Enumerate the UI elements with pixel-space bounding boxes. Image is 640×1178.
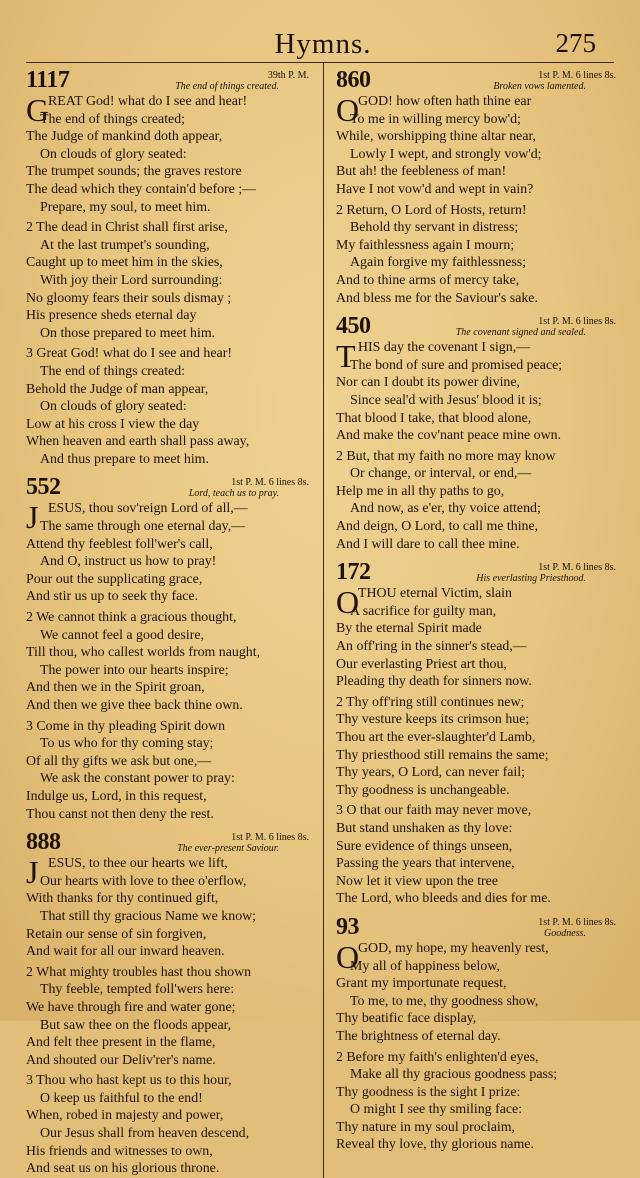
- verse-line: [26, 1017, 313, 1035]
- verse-line: [336, 357, 620, 375]
- verse-text: Thy years, O Lord, can never fail;: [336, 765, 525, 781]
- verse-text: Thy vesture keeps its crimson hue;: [336, 712, 530, 728]
- hymn-header: [26, 829, 313, 855]
- verse-text: And stir us up to seek thy face.: [26, 589, 199, 605]
- verse-text: Our everlasting Priest art thou,: [336, 656, 507, 672]
- hymn: [336, 67, 620, 307]
- verse-text: And wait for all our inward heaven.: [26, 944, 225, 960]
- verse-line: [26, 111, 313, 129]
- verse-line: [336, 237, 620, 255]
- verse-line: [26, 363, 313, 381]
- verse-text: But saw thee on the floods appear,: [40, 1017, 232, 1033]
- verse-text: The same through one eternal day,—: [40, 519, 246, 535]
- verse-text: Nor can I doubt its power divine,: [336, 375, 521, 391]
- verse-line: [26, 1107, 313, 1125]
- verse-text: Our Jesus shall from heaven descend,: [40, 1126, 250, 1142]
- verse-line: [26, 451, 313, 469]
- verse-line: [336, 448, 620, 466]
- hymn-number: 860: [336, 67, 371, 93]
- verse-text: And now, as e'er, thy voice attend;: [350, 501, 541, 517]
- drop-cap: G: [26, 92, 50, 128]
- verse-text: But ah! the feebleness of man!: [336, 164, 507, 180]
- drop-cap: O: [336, 584, 360, 621]
- verse-line: [336, 1066, 620, 1084]
- verse-text: When heaven and earth shall pass away,: [26, 434, 250, 450]
- verse-text: 2 What mighty troubles hast thou shown: [26, 964, 252, 980]
- hymn-header: [26, 474, 313, 500]
- verse-text: And thus prepare to meet him.: [40, 451, 209, 467]
- verse-text: O might I see thy smiling face:: [350, 1102, 523, 1118]
- verse-text: To us who for thy coming stay;: [40, 736, 214, 752]
- right-column: [323, 63, 620, 1178]
- page-number: 275: [555, 28, 596, 58]
- verse-line: [336, 111, 620, 129]
- verse-line: [26, 325, 313, 343]
- verse-text: ESUS, thou sov'reign Lord of all,—: [48, 501, 248, 517]
- verse-text: And felt thee present in the flame,: [26, 1035, 216, 1051]
- verse-text: 3 Come in thy pleading Spirit down: [26, 718, 226, 734]
- verse-text: Again forgive my faithlessness;: [350, 255, 527, 271]
- verse-text: My faithlessness again I mourn;: [336, 237, 515, 253]
- hymn: [336, 313, 620, 553]
- verse-line: [336, 1010, 620, 1028]
- verse-text: 2 The dead in Christ shall first arise,: [26, 220, 228, 236]
- hymn-subtitle: His everlasting Priesthood.: [476, 573, 586, 585]
- verse-text: REAT God! what do I see and hear!: [48, 94, 248, 109]
- verse-text: ESUS, to thee our hearts we lift,: [48, 856, 228, 872]
- verse-line: [336, 620, 620, 638]
- verse-text: And make the cov'nant peace mine own.: [336, 428, 562, 444]
- verse-line: [26, 662, 313, 680]
- verse-text: HIS day the covenant I sign,—: [358, 340, 531, 356]
- verse-text: With thanks for thy continued gift,: [26, 891, 219, 907]
- page-header: [26, 22, 620, 62]
- verse-line: [336, 254, 620, 272]
- verse-text: A sacrifice for guilty man,: [350, 603, 497, 619]
- verse-text: With joy their Lord surrounding:: [40, 272, 223, 288]
- hymn-number: 1117: [26, 67, 70, 93]
- verse-text: The end of things created:: [40, 363, 186, 379]
- verse-text: Grant my importunate request,: [336, 976, 507, 992]
- verse-text: On those prepared to meet him.: [40, 325, 216, 341]
- verse-line: [26, 290, 313, 308]
- verse-line: [26, 609, 313, 627]
- verse-line: [336, 392, 620, 410]
- verse-text: By the eternal Spirit made: [336, 621, 482, 637]
- verse-line: [336, 603, 620, 621]
- hymn-subtitle: Goodness.: [544, 927, 586, 939]
- verse-text: Make all thy gracious goodness pass;: [350, 1067, 558, 1083]
- verse-text: We cannot feel a good desire,: [40, 627, 204, 643]
- hymn-number: 172: [336, 559, 371, 586]
- verse-text: Retain our sense of sin forgiven,: [26, 926, 207, 942]
- verse-text: Prepare, my soul, to meet him.: [40, 199, 211, 215]
- verse-text: And to thine arms of mercy take,: [336, 272, 520, 288]
- verse-line: [26, 272, 313, 290]
- verse-line: [26, 254, 313, 272]
- verse-text: Help me in all thy paths to go,: [336, 483, 505, 499]
- verse-text: Thy beatific face display,: [336, 1011, 477, 1027]
- verse-line: [336, 873, 620, 891]
- verse-line: [336, 1101, 620, 1119]
- verse-text: And then we in the Spirit groan,: [26, 680, 205, 696]
- verse-line: [26, 964, 313, 982]
- verse-text: Since seal'd with Jesus' blood it is;: [350, 392, 542, 408]
- verse-line: [26, 398, 313, 416]
- hymn: [26, 829, 313, 1178]
- verse-line: [26, 219, 313, 237]
- verse-text: Pour out the supplicating grace,: [26, 571, 203, 587]
- verse-line: [336, 747, 620, 765]
- verse-line: [26, 588, 313, 606]
- verse-line: [336, 500, 620, 518]
- verse-line: [336, 802, 620, 820]
- verse-line: [26, 381, 313, 399]
- verse-text: The bond of sure and promised peace;: [350, 357, 563, 373]
- verse-text: And deign, O Lord, to call me thine,: [336, 519, 539, 535]
- verse-line: [26, 697, 313, 715]
- verse-line: [336, 163, 620, 181]
- verse-text: Lowly I wept, and strongly vow'd;: [350, 146, 542, 162]
- verse-line: [26, 237, 313, 255]
- verse-text: Sure evidence of things unseen,: [336, 838, 513, 854]
- verse-text: 2 Thy off'ring still continues new;: [336, 694, 525, 710]
- verse-line: [26, 1143, 313, 1161]
- verse-line: [26, 644, 313, 662]
- verse-text: 3 O that our faith may never move,: [336, 803, 532, 819]
- verse-text: Of all thy gifts we ask but one,—: [26, 753, 212, 769]
- verse-line: [26, 999, 313, 1017]
- verse-line: [336, 219, 620, 237]
- verse-text: To me in willing mercy bow'd;: [350, 111, 521, 127]
- verse-text: Have I not vow'd and wept in vain?: [336, 181, 534, 197]
- verse-line: [336, 975, 620, 993]
- verse-text: Caught up to meet him in the skies,: [26, 255, 223, 271]
- verse-text: The Judge of mankind doth appear,: [26, 129, 223, 145]
- hymn: [336, 914, 620, 1154]
- verse-line: [26, 735, 313, 753]
- verse-line: [336, 483, 620, 501]
- verse-text: Now let it view upon the tree: [336, 873, 499, 889]
- verse-text: Thou art the ever-slaughter'd Lamb,: [336, 730, 536, 745]
- hymn-subtitle: Broken vows lamented.: [493, 81, 586, 92]
- verse-text: Reveal thy love, thy glorious name.: [336, 1137, 534, 1153]
- verse-line: [26, 416, 313, 434]
- verse-line: [336, 820, 620, 838]
- verse-line: [26, 1052, 313, 1070]
- verse-line: [336, 1028, 620, 1046]
- verse-text: 3 Thou who hast kept us to this hour,: [26, 1073, 232, 1089]
- hymn-header: [336, 559, 620, 585]
- verse-line: [26, 146, 313, 164]
- verse-line: [336, 374, 620, 392]
- hymn: [336, 559, 620, 908]
- verse-line: [26, 553, 313, 571]
- verse-text: That still thy gracious Name we know;: [40, 908, 257, 924]
- verse-line: [336, 694, 620, 712]
- verse-line: [336, 1049, 620, 1067]
- drop-cap: T: [336, 338, 356, 375]
- verse-line: [26, 627, 313, 645]
- verse-line: [26, 307, 313, 325]
- verse-text: My all of happiness below,: [350, 958, 500, 974]
- verse-text: Our hearts with love to thee o'erflow,: [40, 873, 247, 889]
- verse-text: Till thou, who callest worlds from naught,: [26, 645, 261, 661]
- verse-line: [336, 146, 620, 164]
- verse-text: The brightness of eternal day.: [336, 1028, 501, 1044]
- hymn-meter: 1st P. M. 6 lines 8s.: [538, 316, 616, 328]
- verse-line: [26, 981, 313, 999]
- hymn-subtitle: Lord, teach us to pray.: [188, 488, 279, 500]
- verse-text: His presence sheds eternal day: [26, 308, 197, 324]
- verse-line: [336, 764, 620, 782]
- hymn-header: [26, 67, 313, 93]
- verse-text: No gloomy fears their souls dismay ;: [26, 290, 232, 306]
- verse-text: The power into our hearts inspire;: [40, 662, 229, 678]
- verse-line: [26, 1160, 313, 1178]
- verse-line: [336, 1119, 620, 1137]
- verse-line: [26, 345, 313, 363]
- drop-cap: J: [26, 499, 39, 536]
- verse-text: Behold thy servant in distress;: [350, 220, 519, 236]
- verse-line: [336, 958, 620, 976]
- verse-text: GOD! how often hath thine ear: [358, 94, 532, 109]
- verse-line: [26, 536, 313, 554]
- verse-line: [26, 1072, 313, 1090]
- verse-text: His friends and witnesses to own,: [26, 1143, 213, 1159]
- verse-text: We ask the constant power to pray:: [40, 771, 235, 787]
- verse-line: [336, 202, 620, 220]
- verse-text: Thy goodness is the sight I prize:: [336, 1084, 521, 1100]
- verse-line: [336, 782, 620, 800]
- hymn: [26, 474, 313, 823]
- verse-line: [336, 536, 620, 554]
- verse-text: When, robed in majesty and power,: [26, 1108, 224, 1124]
- verse-line: [336, 427, 620, 445]
- verse-text: But stand unshaken as thy love:: [336, 820, 513, 836]
- verse-text: Thy feeble, tempted foll'wers here:: [40, 982, 235, 998]
- verse-text: An off'ring in the sinner's stead,—: [336, 639, 527, 655]
- verse-line: [336, 128, 620, 146]
- verse-text: And then we give thee back thine own.: [26, 698, 243, 713]
- verse-line: [26, 1125, 313, 1143]
- verse-line: [26, 163, 313, 181]
- verse-line: [336, 410, 620, 428]
- verse-line: [336, 181, 620, 199]
- verse-text: The end of things created;: [40, 111, 186, 127]
- hymn-number: 552: [26, 474, 61, 501]
- verse-text: 2 We cannot think a gracious thought,: [26, 610, 237, 626]
- left-column: [26, 63, 323, 1178]
- hymn: [26, 67, 313, 468]
- verse-line: [336, 518, 620, 536]
- verse-line: [26, 518, 313, 536]
- verse-text: 3 Great God! what do I see and hear!: [26, 346, 232, 362]
- drop-cap: O: [336, 938, 360, 975]
- hymn-number: 450: [336, 313, 371, 340]
- verse-line: [336, 1136, 620, 1154]
- hymn-number: 93: [336, 913, 359, 940]
- verse-line: [26, 181, 313, 199]
- hymn-subtitle: The covenant signed and sealed.: [455, 327, 586, 339]
- verse-line: [336, 673, 620, 691]
- hymn-meter: 39th P. M.: [267, 70, 309, 81]
- hymn-meter: 1st P. M. 6 lines 8s.: [231, 832, 309, 844]
- verse-text: Indulge us, Lord, in this request,: [26, 788, 207, 804]
- verse-line: [26, 788, 313, 806]
- hymn-meter: 1st P. M. 6 lines 8s.: [538, 70, 616, 81]
- hymn-header: [336, 67, 620, 93]
- drop-cap: O: [336, 92, 360, 128]
- verse-line: [336, 855, 620, 873]
- hymn-meter: 1st P. M. 6 lines 8s.: [538, 562, 616, 574]
- verse-line: [26, 718, 313, 736]
- verse-text: 2 Before my faith's enlighten'd eyes,: [336, 1049, 539, 1065]
- hymn-meter: 1st P. M. 6 lines 8s.: [231, 477, 309, 489]
- verse-line: [26, 1034, 313, 1052]
- verse-text: Or change, or interval, or end,—: [350, 466, 532, 482]
- verse-text: That blood I take, that blood alone,: [336, 410, 532, 426]
- verse-text: Attend thy feeblest foll'wer's call,: [26, 536, 213, 552]
- verse-text: GOD, my hope, my heavenly rest,: [358, 940, 549, 956]
- verse-text: O keep us faithful to the end!: [40, 1090, 203, 1106]
- verse-text: And I will dare to call thee mine.: [336, 536, 520, 552]
- verse-text: Thy priesthood still remains the same;: [336, 747, 549, 763]
- verse-line: [26, 770, 313, 788]
- verse-text: On clouds of glory seated:: [40, 146, 187, 162]
- verse-text: And seat us on his glorious throne.: [26, 1161, 220, 1177]
- verse-line: [26, 128, 313, 146]
- verse-line: [26, 199, 313, 217]
- verse-text: To me, to me, thy goodness show,: [350, 993, 539, 1009]
- verse-line: [336, 711, 620, 729]
- verse-text: And shouted our Deliv'rer's name.: [26, 1052, 216, 1068]
- columns: [26, 63, 620, 1178]
- verse-text: Passing the years that intervene,: [336, 856, 515, 872]
- verse-line: [26, 1090, 313, 1108]
- verse-line: [336, 656, 620, 674]
- verse-text: At the last trumpet's sounding,: [40, 237, 210, 253]
- verse-text: Low at his cross I view the day: [26, 416, 200, 432]
- verse-line: [336, 1084, 620, 1102]
- verse-text: Thy goodness is unchangeable.: [336, 782, 510, 798]
- verse-text: On clouds of glory seated:: [40, 399, 187, 415]
- hymn-header: [336, 313, 620, 339]
- verse-line: [336, 993, 620, 1011]
- verse-text: We have through fire and water gone;: [26, 999, 236, 1015]
- verse-line: [336, 465, 620, 483]
- page-title: Hymns.: [274, 28, 372, 60]
- verse-text: And bless me for the Saviour's sake.: [336, 290, 538, 306]
- verse-line: [336, 838, 620, 856]
- hymn-number: 888: [26, 829, 61, 856]
- verse-line: [336, 890, 620, 908]
- verse-text: Behold the Judge of man appear,: [26, 381, 209, 397]
- verse-text: The dead which they contain'd before ;—: [26, 181, 257, 197]
- verse-line: [26, 873, 313, 891]
- verse-text: While, worshipping thine altar near,: [336, 129, 537, 145]
- verse-text: The trumpet sounds; the graves restore: [26, 164, 242, 180]
- verse-line: [336, 272, 620, 290]
- verse-line: [26, 433, 313, 451]
- verse-text: 2 Return, O Lord of Hosts, return!: [336, 202, 527, 218]
- verse-text: THOU eternal Victim, slain: [358, 586, 512, 602]
- verse-text: Thy nature in my soul proclaim,: [336, 1119, 515, 1135]
- verse-line: [336, 729, 620, 747]
- verse-text: Pleading thy death for sinners now.: [336, 674, 532, 690]
- verse-line: [26, 926, 313, 944]
- verse-line: [336, 638, 620, 656]
- verse-line: [26, 753, 313, 771]
- verse-line: [26, 943, 313, 961]
- hymn-subtitle: The ever-present Saviour.: [177, 843, 279, 855]
- hymn-meter: 1st P. M. 6 lines 8s.: [538, 916, 616, 928]
- verse-line: [26, 806, 313, 824]
- verse-line: [26, 571, 313, 589]
- verse-line: [26, 908, 313, 926]
- hymn-subtitle: The end of things created.: [175, 81, 279, 92]
- drop-cap: J: [26, 854, 39, 891]
- verse-text: The Lord, who bleeds and dies for me.: [336, 891, 551, 907]
- verse-text: 2 But, that my faith no more may know: [336, 448, 556, 464]
- verse-line: [26, 890, 313, 908]
- verse-line: [336, 290, 620, 308]
- verse-text: Thou canst not then deny the rest.: [26, 806, 214, 822]
- verse-text: And O, instruct us how to pray!: [40, 554, 217, 570]
- verse-line: [26, 679, 313, 697]
- hymn-header: [336, 914, 620, 940]
